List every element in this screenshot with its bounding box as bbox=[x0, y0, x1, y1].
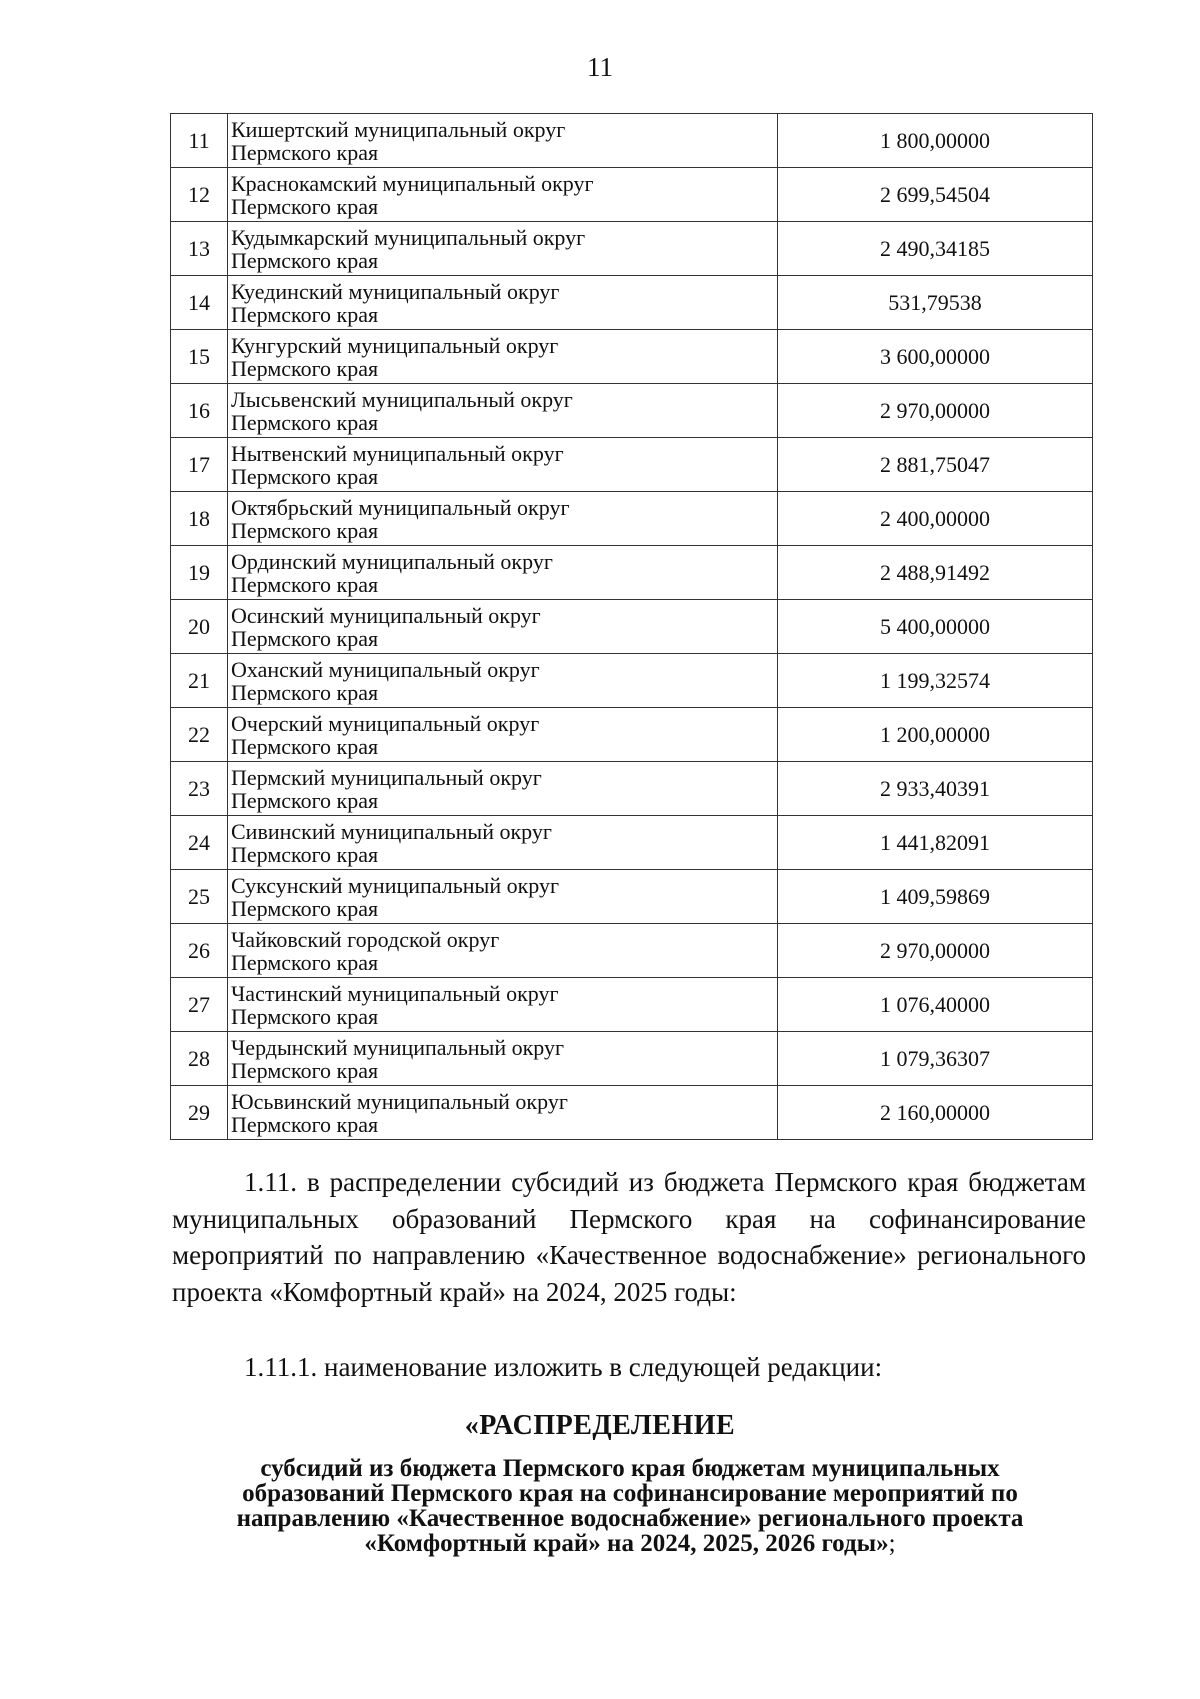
municipality-name-line2: Пермского края bbox=[231, 571, 379, 597]
row-number: 21 bbox=[171, 654, 228, 708]
municipality-name bbox=[228, 654, 778, 708]
table-row bbox=[171, 978, 1093, 1032]
municipality-name bbox=[228, 114, 778, 168]
subsidy-amount: 2 970,00000 bbox=[778, 924, 1093, 978]
municipality-name-line2: Пермского края bbox=[231, 1057, 379, 1083]
table-row bbox=[171, 330, 1093, 384]
row-number: 29 bbox=[171, 1086, 228, 1140]
subsidy-amount: 1 079,36307 bbox=[778, 1032, 1093, 1086]
row-number: 25 bbox=[171, 870, 228, 924]
table-row bbox=[171, 762, 1093, 816]
row-number: 13 bbox=[171, 222, 228, 276]
municipality-name bbox=[228, 492, 778, 546]
page-number: 11 bbox=[587, 52, 613, 82]
municipality-name bbox=[228, 276, 778, 330]
row-number: 11 bbox=[171, 114, 228, 168]
municipality-name-line2: Пермского края bbox=[231, 355, 379, 381]
municipality-name-line2: Пермского края bbox=[231, 193, 379, 219]
table-row bbox=[171, 222, 1093, 276]
row-number: 14 bbox=[171, 276, 228, 330]
municipality-name bbox=[228, 168, 778, 222]
municipality-name-line1: Сивинский муниципальный округ bbox=[231, 818, 552, 844]
row-number: 26 bbox=[171, 924, 228, 978]
municipality-name bbox=[228, 222, 778, 276]
table-row bbox=[171, 1086, 1093, 1140]
row-number: 16 bbox=[171, 384, 228, 438]
municipality-name-line1: Юсьвинский муниципальный округ bbox=[231, 1088, 568, 1114]
subsidy-amount: 2 970,00000 bbox=[778, 384, 1093, 438]
subheading-tail: ; bbox=[888, 1530, 896, 1557]
municipality-name-line2: Пермского края bbox=[231, 949, 379, 975]
subsidy-amount: 1 441,82091 bbox=[778, 816, 1093, 870]
table-row bbox=[171, 1032, 1093, 1086]
municipality-name bbox=[228, 978, 778, 1032]
paragraph-1-11: 1.11. в распределении субсидий из бюджета Пермского края бюджетам муниципальных образований Пермского края на софинансирование мероприятий по направлению «Качественное водоснабжение» регионального проекта «Комфортный край» на 2024, 2025 годы: bbox=[172, 1167, 1086, 1307]
municipality-name-line2: Пермского края bbox=[231, 625, 379, 651]
row-number: 23 bbox=[171, 762, 228, 816]
row-number: 27 bbox=[171, 978, 228, 1032]
subsidy-amount: 2 488,91492 bbox=[778, 546, 1093, 600]
table-row bbox=[171, 870, 1093, 924]
municipality-name-line1: Чердынский муниципальный округ bbox=[231, 1034, 565, 1060]
table-row bbox=[171, 168, 1093, 222]
document-subheading bbox=[190, 1456, 1070, 1556]
row-number: 20 bbox=[171, 600, 228, 654]
table-row bbox=[171, 438, 1093, 492]
table-row bbox=[171, 384, 1093, 438]
subsidy-amount: 3 600,00000 bbox=[778, 330, 1093, 384]
table-row bbox=[171, 654, 1093, 708]
municipality-name-line1: Краснокамский муниципальный округ bbox=[231, 170, 594, 196]
table-row bbox=[171, 816, 1093, 870]
municipality-name-line1: Кишертский муниципальный округ bbox=[231, 116, 566, 142]
table-row bbox=[171, 492, 1093, 546]
municipality-name-line2: Пермского края bbox=[231, 895, 379, 921]
municipality-name-line1: Чайковский городской округ bbox=[231, 926, 500, 952]
municipality-name-line2: Пермского края bbox=[231, 301, 379, 327]
subsidy-amount: 1 076,40000 bbox=[778, 978, 1093, 1032]
municipality-name-line2: Пермского края bbox=[231, 679, 379, 705]
municipality-name-line2: Пермского края bbox=[231, 787, 379, 813]
subsidy-amount: 2 933,40391 bbox=[778, 762, 1093, 816]
document-heading: «РАСПРЕДЕЛЕНИЕ bbox=[464, 1410, 736, 1441]
table-row bbox=[171, 546, 1093, 600]
municipality-name-line2: Пермского края bbox=[231, 1111, 379, 1137]
municipality-name-line2: Пермского края bbox=[231, 733, 379, 759]
municipality-name-line1: Пермский муниципальный округ bbox=[231, 764, 542, 790]
table-body bbox=[171, 114, 1093, 1140]
municipality-name bbox=[228, 870, 778, 924]
municipality-name bbox=[228, 762, 778, 816]
subsidy-amount: 5 400,00000 bbox=[778, 600, 1093, 654]
municipality-name bbox=[228, 546, 778, 600]
municipality-name-line1: Нытвенский муниципальный округ bbox=[231, 440, 564, 466]
municipality-name bbox=[228, 1086, 778, 1140]
municipality-name-line2: Пермского края bbox=[231, 463, 379, 489]
row-number: 12 bbox=[171, 168, 228, 222]
municipality-name-line1: Кунгурский муниципальный округ bbox=[231, 332, 559, 358]
row-number: 24 bbox=[171, 816, 228, 870]
municipality-name bbox=[228, 924, 778, 978]
municipality-name bbox=[228, 384, 778, 438]
row-number: 22 bbox=[171, 708, 228, 762]
subsidy-amount: 531,79538 bbox=[778, 276, 1093, 330]
municipality-name-line2: Пермского края bbox=[231, 841, 379, 867]
municipality-name bbox=[228, 438, 778, 492]
table-row bbox=[171, 276, 1093, 330]
allocation-table bbox=[170, 113, 1093, 1140]
municipality-name-line2: Пермского края bbox=[231, 247, 379, 273]
municipality-name-line1: Куединский муниципальный округ bbox=[231, 278, 560, 304]
municipality-name-line1: Оханский муниципальный округ bbox=[231, 656, 540, 682]
municipality-name-line1: Частинский муниципальный округ bbox=[231, 980, 559, 1006]
subsidy-amount: 1 199,32574 bbox=[778, 654, 1093, 708]
table-row bbox=[171, 924, 1093, 978]
subsidy-amount: 2 881,75047 bbox=[778, 438, 1093, 492]
municipality-name bbox=[228, 708, 778, 762]
row-number: 17 bbox=[171, 438, 228, 492]
subheading-text: субсидий из бюджета Пермского края бюджетам муниципальных образований Пермского края на софинансирование мероприятий по направлению «Качественное водоснабжение» регионального проекта «Комфортный край» на 2024, 2025, 2026 годы» bbox=[236, 1455, 1024, 1557]
subsidy-amount: 2 490,34185 bbox=[778, 222, 1093, 276]
subsidy-amount: 1 409,59869 bbox=[778, 870, 1093, 924]
subsidy-amount: 2 400,00000 bbox=[778, 492, 1093, 546]
municipality-name-line1: Лысьвенский муниципальный округ bbox=[231, 386, 573, 412]
table-row bbox=[171, 600, 1093, 654]
municipality-name bbox=[228, 330, 778, 384]
subsidy-amount: 2 699,54504 bbox=[778, 168, 1093, 222]
municipality-name-line1: Ординский муниципальный округ bbox=[231, 548, 553, 574]
municipality-name-line1: Кудымкарский муниципальный округ bbox=[231, 224, 586, 250]
municipality-name bbox=[228, 1032, 778, 1086]
municipality-name-line1: Осинский муниципальный округ bbox=[231, 602, 541, 628]
municipality-name-line2: Пермского края bbox=[231, 409, 379, 435]
municipality-name-line1: Очерский муниципальный округ bbox=[231, 710, 540, 736]
municipality-name-line1: Октябрьский муниципальный округ bbox=[231, 494, 570, 520]
row-number: 18 bbox=[171, 492, 228, 546]
paragraph-1-11-1: 1.11.1. наименование изложить в следующей редакции: bbox=[244, 1352, 883, 1382]
municipality-name bbox=[228, 816, 778, 870]
municipality-name bbox=[228, 600, 778, 654]
municipality-name-line2: Пермского края bbox=[231, 517, 379, 543]
subsidy-amount: 2 160,00000 bbox=[778, 1086, 1093, 1140]
subsidy-amount: 1 200,00000 bbox=[778, 708, 1093, 762]
table-row bbox=[171, 708, 1093, 762]
table-row bbox=[171, 114, 1093, 168]
municipality-name-line2: Пермского края bbox=[231, 1003, 379, 1029]
row-number: 28 bbox=[171, 1032, 228, 1086]
municipality-name-line2: Пермского края bbox=[231, 139, 379, 165]
row-number: 19 bbox=[171, 546, 228, 600]
row-number: 15 bbox=[171, 330, 228, 384]
municipality-name-line1: Суксунский муниципальный округ bbox=[231, 872, 560, 898]
subsidy-amount: 1 800,00000 bbox=[778, 114, 1093, 168]
